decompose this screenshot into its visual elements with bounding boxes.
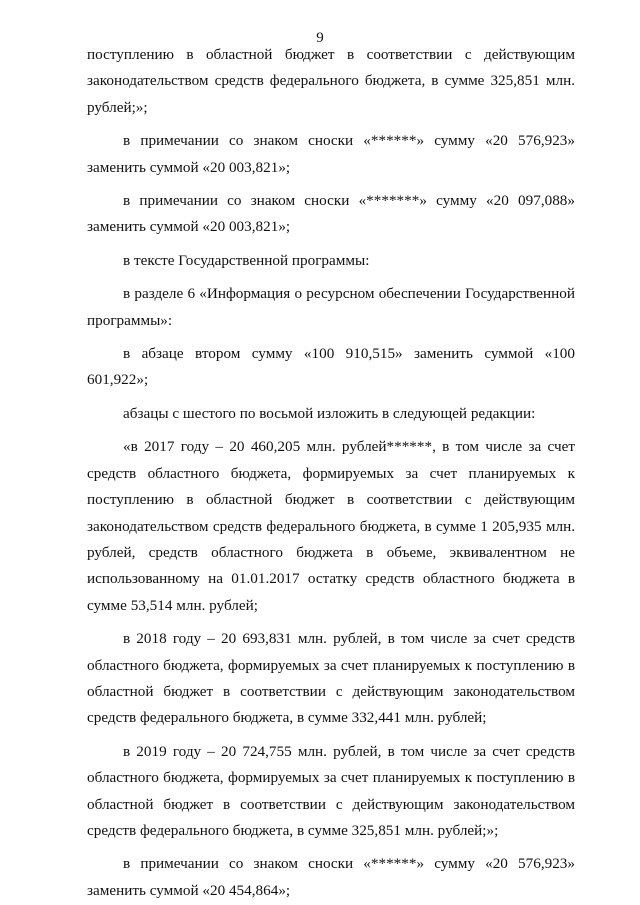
paragraph-second-abzac: в абзаце втором сумму «100 910,515» заменить суммой «100 601,922»; bbox=[87, 345, 575, 389]
paragraph-year-2019: в 2019 году – 20 724,755 млн. рублей, в том числе за счет средств областного бюджета, формируемых за счет планируемых к поступлению в областной бюджет в соответствии с действующим законодательством средств федерального бюджета, в сумме 325,851 млн. рублей;»; bbox=[87, 742, 575, 839]
document-body bbox=[87, 42, 575, 904]
paragraph-section-6: в разделе 6 «Информация о ресурсном обеспечении Государственной программы»: bbox=[87, 285, 575, 329]
paragraph-program-text: в тексте Государственной программы: bbox=[123, 251, 370, 269]
paragraph-footnote-7: в примечании со знаком сноски «*******» сумму «20 097,088» заменить суммой «20 003,821»; bbox=[87, 192, 575, 236]
paragraph-year-2017: «в 2017 году – 20 460,205 млн. рублей******, в том числе за счет средств областного бюджета, формируемых за счет планируемых к поступлению в областной бюджет в соответствии с действующим законодательством средств федерального бюджета, в сумме 1 205,935 млн. рублей, средств областного бюджета в объеме, эквивалентном не использованному на 01.01.2017 остатку средств областного бюджета в сумме 53,514 млн. рублей; bbox=[87, 438, 575, 614]
paragraph-continuation: поступлению в областной бюджет в соответствии с действующим законодательством средств федерального бюджета, в сумме 325,851 млн. рублей;»; bbox=[87, 46, 575, 116]
page-number: 9 bbox=[316, 30, 324, 46]
paragraph-footnote-6-second: в примечании со знаком сноски «******» сумму «20 576,923» заменить суммой «20 454,864»; bbox=[87, 855, 575, 899]
paragraph-year-2018: в 2018 году – 20 693,831 млн. рублей, в том числе за счет средств областного бюджета, формируемых за счет планируемых к поступлению в областной бюджет в соответствии с действующим законодательством средств федерального бюджета, в сумме 332,441 млн. рублей; bbox=[87, 630, 575, 727]
paragraph-footnote-6: в примечании со знаком сноски «******» сумму «20 576,923» заменить суммой «20 003,821»; bbox=[87, 132, 575, 176]
paragraph-abzacs-6-8: абзацы с шестого по восьмой изложить в следующей редакции: bbox=[123, 404, 536, 422]
